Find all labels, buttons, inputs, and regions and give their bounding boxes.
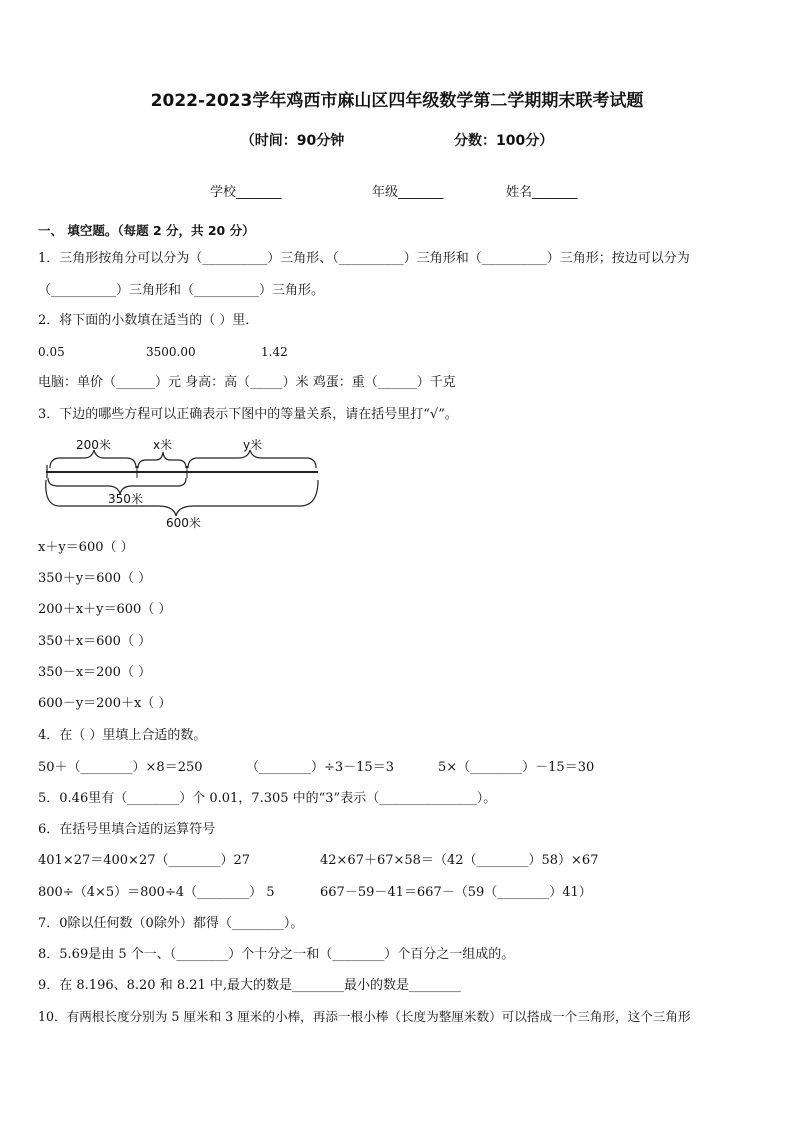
question-2-numbers: [38, 343, 288, 361]
fill-item: 401×27＝400×27（________）27: [38, 853, 251, 868]
question-10: 10．有两根长度分别为 5 厘米和 3 厘米的小棒，再添一根小棒（长度为整厘米数）可以搭成一个三角形，这个三角形: [38, 1009, 691, 1024]
question-6-row-1: [38, 852, 599, 870]
question-9: 9．在 8.196、8.20 和 8.21 中,最大的数是________最小的数是________: [38, 978, 462, 993]
number-item: 0.05: [38, 345, 65, 359]
equation-option: 200＋x＋y＝600（ ）: [38, 602, 172, 617]
number-item: 3500.00: [146, 345, 196, 359]
equation-option: 350－x＝200（ ）: [38, 665, 152, 680]
fill-item: 42×67＋67×58＝（42（________）58）×67: [320, 853, 599, 868]
question-4-items: [38, 759, 595, 777]
fill-item: （________）÷3－15＝3: [246, 760, 394, 775]
fill-item: 5×（________）－15＝30: [438, 760, 595, 775]
grade-field[interactable]: 年级_______: [372, 185, 444, 200]
fill-item: 800÷（4×5）＝800÷4（________） 5: [38, 885, 275, 900]
question-1-line-2: （__________）三角形和（__________）三角形。: [38, 283, 325, 298]
fill-item: 667－59－41＝667－（59（________）41）: [320, 885, 592, 900]
question-4: 4．在（ ）里填上合适的数。: [38, 728, 207, 743]
question-2: 2．将下面的小数填在适当的（ ）里．: [38, 313, 259, 328]
page-title: 2022-2023学年鸡西市麻山区四年级数学第二学期期末联考试题: [150, 91, 644, 111]
question-6-row-2: [38, 884, 592, 902]
question-5: 5．0.46里有（________）个 0.01，7.305 中的“3”表示（_______________）。: [38, 791, 497, 806]
name-field[interactable]: 姓名_______: [506, 185, 578, 200]
question-3: 3．下边的哪些方程可以正确表示下图中的等量关系，请在括号里打“√”。: [38, 407, 458, 422]
label-600: 600米: [166, 516, 201, 530]
label-x: x米: [153, 438, 173, 452]
exam-meta: [0, 130, 794, 150]
section-heading: 一、 填空题。（每题 2 分，共 20 分）: [38, 223, 255, 238]
fill-item: 50＋（________）×8＝250: [38, 760, 203, 775]
equation-option: 350＋y＝600（ ）: [38, 571, 152, 586]
school-field[interactable]: 学校_______: [210, 185, 282, 200]
question-8: 8．5.69是由 5 个一、（________）个十分之一和（________）个百分之一组成的。: [38, 947, 515, 962]
question-1-line-1: 1．三角形按角分可以分为（__________）三角形、（__________）三角形和（__________）三角形；按边可以分为: [38, 251, 690, 266]
question-2-fill: 电脑：单价（______）元 身高：高（_____）米 鸡蛋：重（______）千克: [38, 375, 456, 390]
brace-y: [188, 450, 316, 468]
label-y: y米: [243, 438, 263, 452]
brace-200: [50, 450, 136, 468]
exam-score: 分数：100分）: [454, 133, 554, 149]
brace-x: [138, 452, 186, 468]
label-350: 350米: [108, 492, 143, 506]
question-6: 6．在括号里填合适的运算符号: [38, 822, 216, 837]
segment-diagram: [38, 432, 328, 532]
question-7: 7．0除以任何数（0除外）都得（________）。: [38, 916, 304, 931]
number-item: 1.42: [261, 345, 288, 359]
equation-option: 600－y＝200＋x（ ）: [38, 696, 172, 711]
exam-time: （时间：90分钟: [240, 133, 345, 149]
equation-option: x＋y＝600（ ）: [38, 540, 134, 555]
label-200: 200米: [76, 438, 111, 452]
equation-option: 350＋x＝600（ ）: [38, 634, 152, 649]
